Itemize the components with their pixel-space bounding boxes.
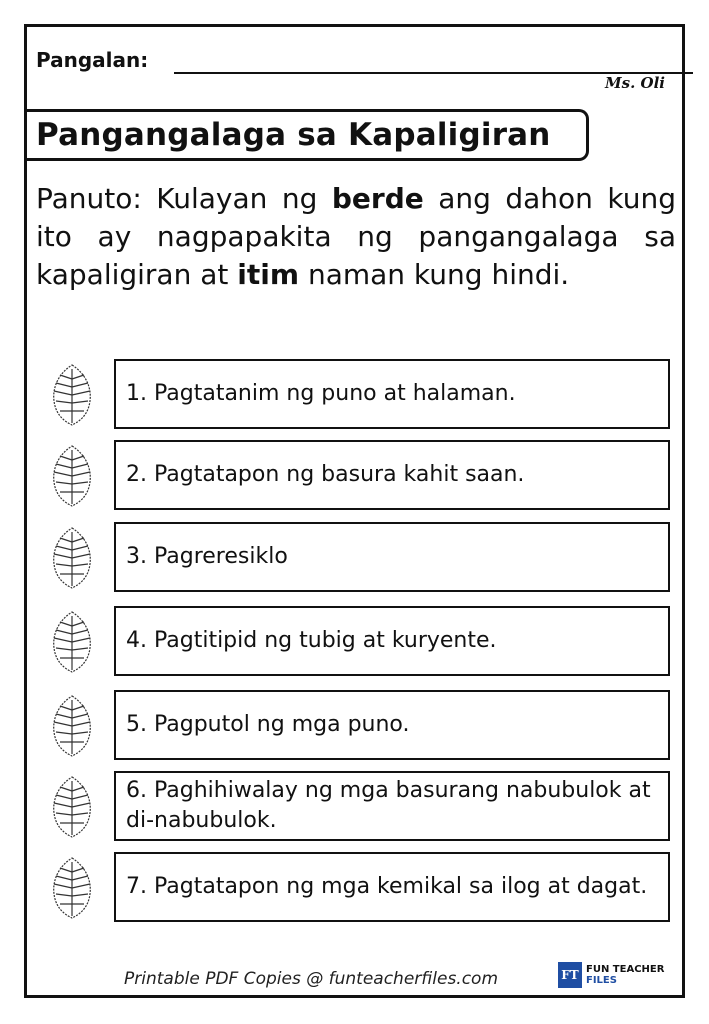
page-title: Pangangalaga sa Kapaligiran — [36, 117, 551, 153]
item-box — [114, 522, 670, 592]
leaf-icon[interactable] — [44, 444, 100, 508]
instructions-black: itim — [237, 258, 300, 291]
title-box — [24, 109, 589, 161]
instructions-middle: ang dahon kung ito ay nagpapakita ng pangangalaga sa kapaligiran at — [36, 182, 676, 291]
leaf-icon[interactable] — [44, 856, 100, 920]
instructions-suffix: naman kung hindi. — [299, 258, 570, 291]
item-box — [114, 440, 670, 510]
logo-mark: FT — [558, 962, 582, 988]
leaf-icon[interactable] — [44, 775, 100, 839]
name-row — [36, 48, 148, 72]
leaf-icon[interactable] — [44, 363, 100, 427]
logo-line2: FILES — [586, 975, 617, 986]
logo-line1: FUN TEACHER — [586, 964, 665, 975]
item-text: 6. Paghihiwalay ng mga basurang nabubulok at di-nabubulok. — [126, 778, 651, 833]
logo — [558, 962, 664, 988]
instructions-green: berde — [331, 182, 424, 215]
instructions — [36, 180, 676, 294]
leaf-icon[interactable] — [44, 694, 100, 758]
footer-text: Printable PDF Copies @ funteacherfiles.com — [124, 969, 499, 989]
leaf-icon[interactable] — [44, 610, 100, 674]
item-text: 1. Pagtatanim ng puno at halaman. — [126, 381, 516, 406]
item-box — [114, 771, 670, 841]
name-label: Pangalan: — [36, 48, 149, 72]
leaf-icon[interactable] — [44, 526, 100, 590]
item-box — [114, 606, 670, 676]
item-box — [114, 852, 670, 922]
item-text: 2. Pagtatapon ng basura kahit saan. — [126, 462, 525, 487]
logo-text — [586, 964, 664, 986]
item-box — [114, 690, 670, 760]
item-text: 7. Pagtatapon ng mga kemikal sa ilog at dagat. — [126, 874, 648, 899]
instructions-prefix: Panuto: Kulayan ng — [36, 182, 332, 215]
item-text: 4. Pagtitipid ng tubig at kuryente. — [126, 628, 497, 653]
item-box — [114, 359, 670, 429]
item-text: 3. Pagreresiklo — [126, 544, 288, 569]
item-text: 5. Pagputol ng mga puno. — [126, 712, 410, 737]
teacher-signature: Ms. Oli — [605, 74, 665, 92]
